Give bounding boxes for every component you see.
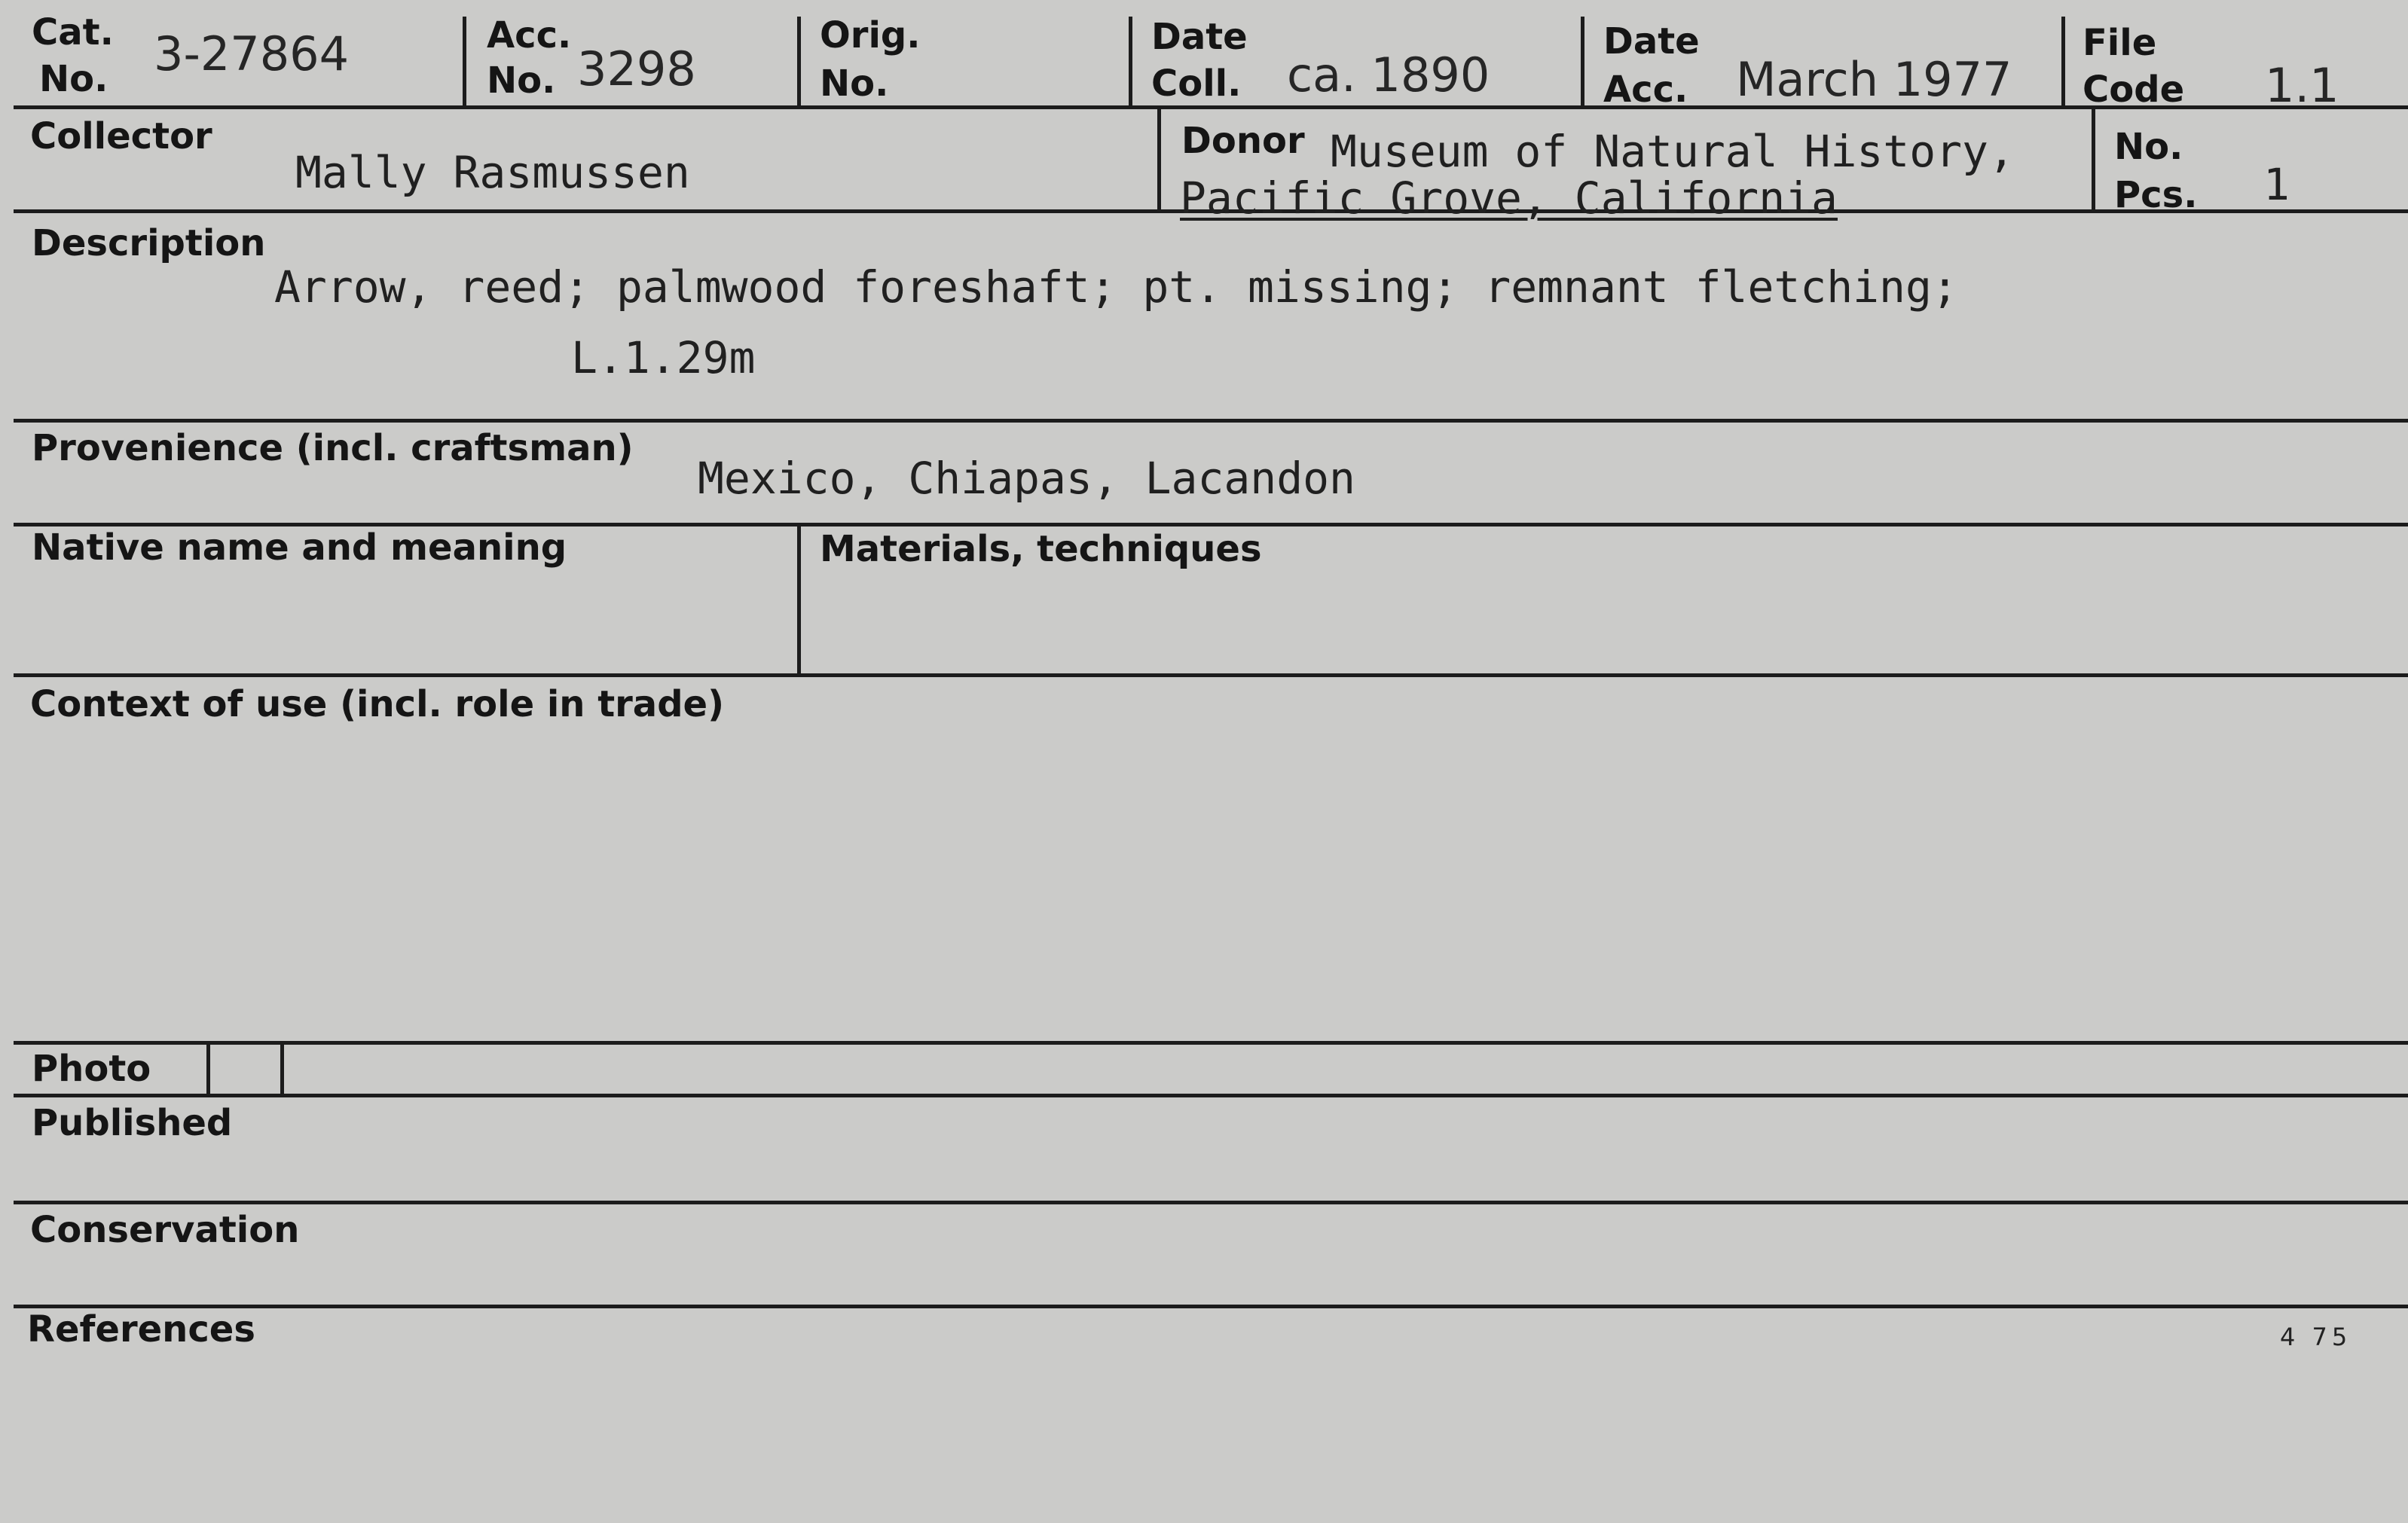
description-label: Description [32, 222, 266, 264]
rule-v-photo-2 [280, 1042, 284, 1095]
acc-no-label-1: Acc. [487, 14, 572, 56]
date-acc-label-1: Date [1603, 20, 1700, 63]
rule-v-donor [1157, 107, 1161, 212]
materials-label: Materials, techniques [820, 528, 1262, 570]
cat-no-label-1: Cat. [32, 11, 114, 53]
rule-v-cat [463, 17, 466, 107]
cat-no-label-2: No. [39, 58, 108, 100]
description-line1: Arrow, reed; palmwood foreshaft; pt. missing; remnant fletching; [274, 261, 1958, 313]
date-coll-label-2: Coll. [1151, 63, 1242, 105]
date-acc-label-2: Acc. [1603, 69, 1688, 111]
rule-description-bottom [14, 419, 2408, 423]
rule-v-photo-1 [206, 1042, 210, 1095]
file-code-label-2: Code [2083, 69, 2185, 111]
description-line2: L.1.29m [571, 332, 756, 383]
orig-no-label-1: Orig. [820, 14, 921, 56]
donor-value-line1: Museum of Natural History, [1331, 126, 2015, 177]
rule-v-dateacc [2061, 17, 2065, 107]
pieces-label-2: Pcs. [2114, 174, 2198, 216]
date-coll-value: ca. 1890 [1287, 47, 1490, 102]
form-code: 4 75 [2280, 1323, 2352, 1351]
pieces-value: 1 [2263, 159, 2290, 210]
rule-published-bottom [14, 1201, 2408, 1204]
collector-value: Mally Rasmussen [295, 147, 690, 198]
rule-v-orig [1129, 17, 1132, 107]
provenience-value: Mexico, Chiapas, Lacandon [698, 453, 1355, 504]
context-of-use-label: Context of use (incl. role in trade) [30, 683, 725, 725]
rule-native-bottom [14, 673, 2408, 677]
acc-no-value: 3298 [577, 41, 696, 96]
file-code-label-1: File [2083, 22, 2157, 64]
collector-label: Collector [30, 115, 212, 157]
date-coll-label-1: Date [1151, 16, 1248, 58]
references-label: References [27, 1308, 255, 1351]
rule-v-materials [797, 523, 801, 675]
file-code-value: 1.1 [2265, 58, 2339, 113]
conservation-label: Conservation [30, 1209, 300, 1251]
rule-v-acc [797, 17, 801, 107]
native-name-label: Native name and meaning [32, 526, 567, 569]
orig-no-label-2: No. [820, 63, 889, 105]
donor-label: Donor [1181, 120, 1305, 162]
photo-label: Photo [32, 1048, 151, 1090]
provenience-label: Provenience (incl. craftsman) [32, 427, 634, 469]
pieces-label-1: No. [2114, 126, 2183, 168]
rule-v-datecoll [1581, 17, 1584, 107]
acc-no-label-2: No. [487, 60, 556, 102]
rule-photo-top [14, 1041, 2408, 1045]
cat-no-value: 3-27864 [154, 26, 350, 81]
donor-value-line2: Pacific Grove, California [1180, 172, 1838, 224]
rule-v-pieces [2092, 107, 2095, 212]
rule-photo-bottom [14, 1094, 2408, 1097]
date-acc-value: March 1977 [1736, 52, 2012, 107]
rule-conservation-bottom [14, 1305, 2408, 1308]
published-label: Published [32, 1102, 233, 1144]
